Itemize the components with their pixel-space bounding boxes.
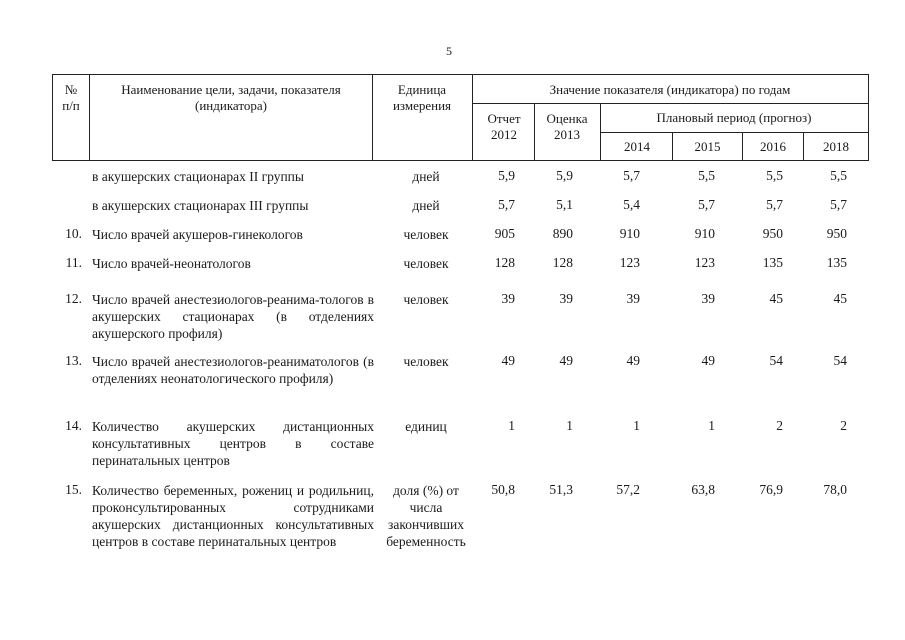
row-value: 5,7 bbox=[830, 197, 847, 212]
row-value: 39 bbox=[501, 291, 515, 306]
row-value: 49 bbox=[626, 353, 640, 368]
row-num: 14. bbox=[65, 418, 82, 433]
row-value: 135 bbox=[762, 255, 783, 270]
row-value: 890 bbox=[552, 226, 573, 241]
row-value: 128 bbox=[552, 255, 573, 270]
header-values-title: Значение показателя (индикатора) по годам bbox=[549, 82, 791, 97]
row-value: 54 bbox=[833, 353, 847, 368]
row-value: 5,1 bbox=[556, 197, 573, 212]
row-value: 39 bbox=[701, 291, 715, 306]
row-value: 51,3 bbox=[549, 482, 573, 497]
row-unit: человек bbox=[403, 292, 449, 307]
page-number: 5 bbox=[446, 44, 452, 58]
row-value: 5,7 bbox=[498, 197, 515, 212]
row-value: 950 bbox=[826, 226, 847, 241]
row-value: 5,7 bbox=[623, 168, 640, 183]
row-unit: доля (%) от числа закончивших беременность bbox=[386, 483, 466, 549]
row-unit: единиц bbox=[405, 419, 447, 434]
row-value: 50,8 bbox=[491, 482, 515, 497]
row-unit: человек bbox=[403, 354, 449, 369]
row-value: 5,7 bbox=[698, 197, 715, 212]
row-value: 2 bbox=[776, 418, 783, 433]
header-name: Наименование цели, задачи, показателя (индикатора) bbox=[121, 82, 341, 113]
row-value: 57,2 bbox=[616, 482, 640, 497]
header-year: 2016 bbox=[760, 139, 786, 154]
header-report: Отчет 2012 bbox=[487, 111, 521, 142]
row-num: 15. bbox=[65, 482, 82, 497]
row-value: 39 bbox=[626, 291, 640, 306]
row-name: Количество беременных, рожениц и родильниц, проконсультированных сотрудниками акушерских дистанционных консультативных центров в составе перинатальных центров bbox=[92, 483, 374, 549]
row-unit: человек bbox=[403, 227, 449, 242]
row-value: 910 bbox=[694, 226, 715, 241]
row-value: 76,9 bbox=[759, 482, 783, 497]
row-value: 905 bbox=[494, 226, 515, 241]
row-num: 11. bbox=[65, 255, 82, 270]
row-unit: дней bbox=[412, 169, 440, 184]
row-name: Число врачей анестезиологов-реанима-тологов в акушерских стационарах (в отделениях акушерского профиля) bbox=[92, 292, 374, 341]
row-value: 63,8 bbox=[691, 482, 715, 497]
row-num: 12. bbox=[65, 291, 82, 306]
header-year: 2014 bbox=[624, 139, 650, 154]
row-num: 13. bbox=[65, 353, 82, 368]
row-unit: человек bbox=[403, 256, 449, 271]
row-value: 1 bbox=[633, 418, 640, 433]
row-value: 950 bbox=[762, 226, 783, 241]
row-value: 5,9 bbox=[556, 168, 573, 183]
row-value: 128 bbox=[494, 255, 515, 270]
row-value: 5,9 bbox=[498, 168, 515, 183]
row-value: 45 bbox=[769, 291, 783, 306]
row-value: 123 bbox=[619, 255, 640, 270]
row-value: 54 bbox=[769, 353, 783, 368]
row-name: в акушерских стационарах III группы bbox=[92, 198, 309, 213]
header-plan-title: Плановый период (прогноз) bbox=[656, 110, 812, 125]
row-value: 5,5 bbox=[830, 168, 847, 183]
row-value: 1 bbox=[708, 418, 715, 433]
row-value: 135 bbox=[826, 255, 847, 270]
row-value: 910 bbox=[619, 226, 640, 241]
row-value: 45 bbox=[833, 291, 847, 306]
row-value: 1 bbox=[566, 418, 573, 433]
row-name: Число врачей акушеров-гинекологов bbox=[92, 227, 303, 242]
header-unit: Единица измерения bbox=[392, 82, 452, 113]
row-unit: дней bbox=[412, 198, 440, 213]
row-value: 39 bbox=[559, 291, 573, 306]
row-value: 5,4 bbox=[623, 197, 640, 212]
row-name: Число врачей анестезиологов-реаниматологов (в отделениях неонатологического профиля) bbox=[92, 354, 374, 386]
row-name: в акушерских стационарах II группы bbox=[92, 169, 304, 184]
row-num: 10. bbox=[65, 226, 82, 241]
header-estimate: Оценка 2013 bbox=[546, 111, 588, 142]
row-value: 5,5 bbox=[766, 168, 783, 183]
row-name: Число врачей-неонатологов bbox=[92, 256, 251, 271]
header-year: 2018 bbox=[823, 139, 849, 154]
row-value: 5,5 bbox=[698, 168, 715, 183]
row-value: 123 bbox=[694, 255, 715, 270]
row-value: 1 bbox=[508, 418, 515, 433]
row-value: 49 bbox=[701, 353, 715, 368]
row-value: 49 bbox=[559, 353, 573, 368]
row-value: 49 bbox=[501, 353, 515, 368]
header-year: 2015 bbox=[694, 139, 721, 154]
row-value: 78,0 bbox=[823, 482, 847, 497]
row-value: 2 bbox=[840, 418, 847, 433]
header-num: № п/п bbox=[62, 82, 80, 113]
row-name: Количество акушерских дистанционных консультативных центров в составе перинатальных центров bbox=[92, 419, 374, 468]
row-value: 5,7 bbox=[766, 197, 783, 212]
